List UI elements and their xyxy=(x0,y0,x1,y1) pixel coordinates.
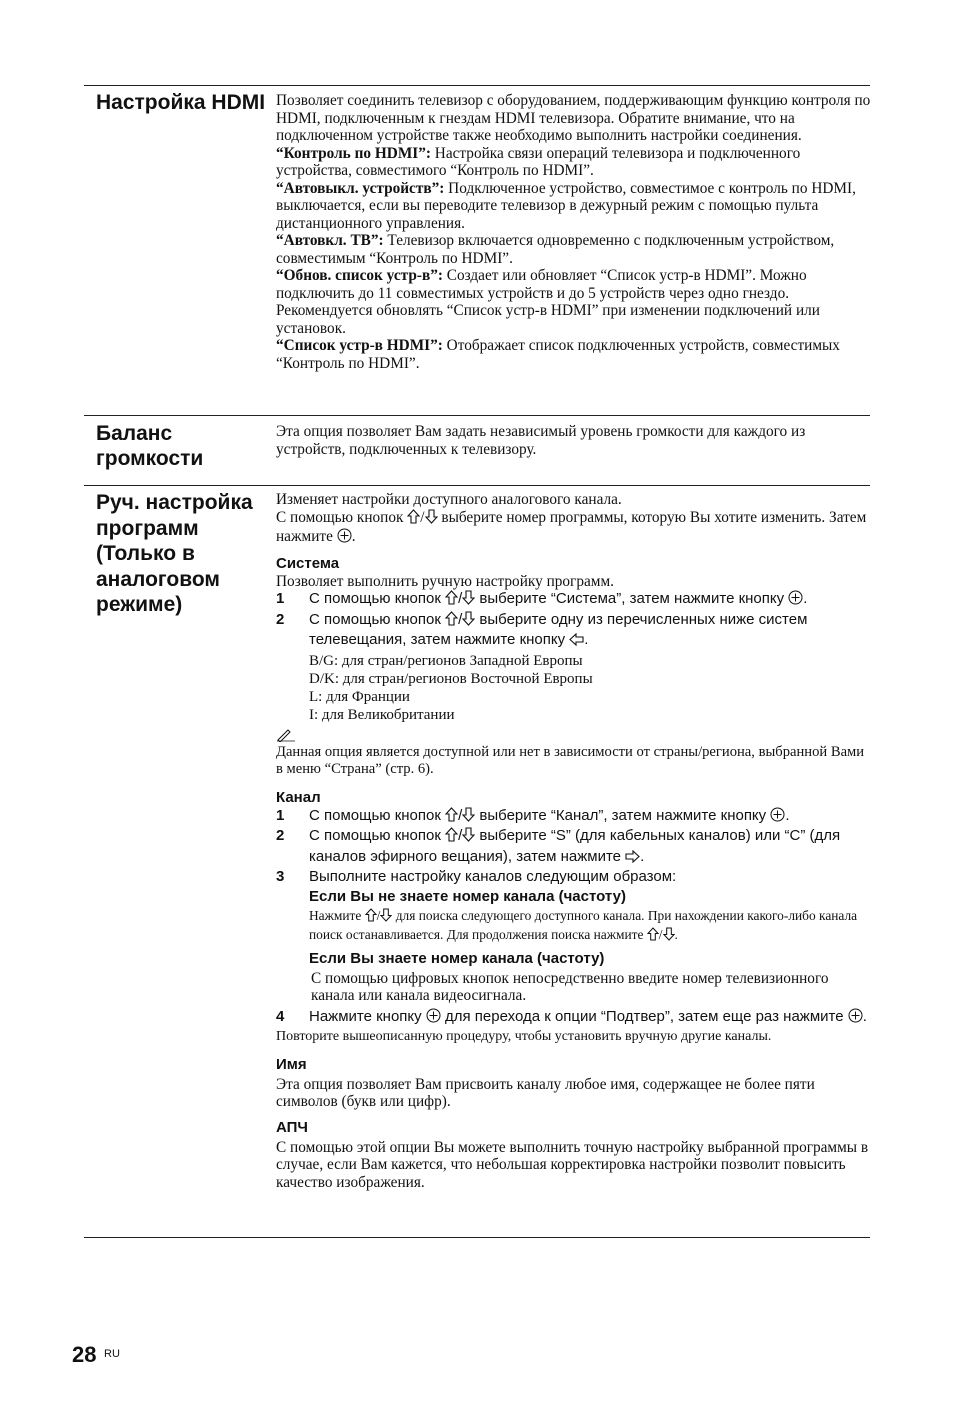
channel-step-2: 2 С помощью кнопок / выберите “S” (для кабельных каналов) или “C” (для каналов эфирного вещания), затем нажмите . xyxy=(276,827,872,868)
balance-text: Эта опция позволяет Вам задать независимый уровень громкости для каждого из устройств, подключенных к телевизору. xyxy=(276,423,806,458)
name-text: Эта опция позволяет Вам присвоить каналу любое имя, содержащее не более пяти символов (букв или цифр). xyxy=(276,1075,815,1110)
unknown-channel-subheading: Если Вы не знаете номер канала (частоту) xyxy=(309,887,626,905)
afc-text: С помощью этой опции Вы можете выполнить точную настройку выбранной программы в случае, если Вам кажется, что небольшая корректировка настройки позволит повысить качество изображения. xyxy=(276,1138,869,1191)
page-number: 28 xyxy=(72,1342,97,1367)
system-subheading: Система xyxy=(276,554,340,572)
manual-line2: С помощью кнопок / выберите номер программы, которую Вы хотите изменить. Затем нажмите . xyxy=(276,509,872,548)
hdmi-item: “Контроль по HDMI”: Настройка связи операций телевизора и подключенного устройства, совместимого “Контроль по HDMI”. xyxy=(276,144,801,179)
hdmi-item: “Список устр-в HDMI”: Отображает список подключенных устройств, совместимых “Контроль по HDMI”. xyxy=(276,337,840,372)
up-arrow-icon xyxy=(445,807,458,828)
channel-step-4: 4 Нажмите кнопку для перехода к опции “Подтвер”, затем еще раз нажмите . xyxy=(276,1008,872,1029)
hdmi-item: “Автовкл. ТВ”: Телевизор включается одновременно с подключенным устройством, совместимым “Контроль по HDMI”. xyxy=(276,232,835,267)
enter-button-icon xyxy=(788,590,803,611)
system-desc: Позволяет выполнить ручную настройку программ. xyxy=(276,572,614,590)
list-item: D/K: для стран/регионов Восточной Европы xyxy=(309,670,593,687)
page-language: RU xyxy=(104,1348,120,1360)
channel-subheading: Канал xyxy=(276,788,321,806)
up-arrow-icon xyxy=(445,827,458,848)
channel-step-3: 3 Выполните настройку каналов следующим образом: xyxy=(276,868,677,885)
enter-button-icon xyxy=(770,807,785,828)
system-step-1: 1 С помощью кнопок / выберите “Система”, затем нажмите кнопку . xyxy=(276,590,872,611)
enter-button-icon xyxy=(337,528,352,548)
list-item: B/G: для стран/регионов Западной Европы xyxy=(309,652,583,669)
known-channel-text: С помощью цифровых кнопок непосредственно введите номер телевизионного канала или канала видеосигнала. xyxy=(311,969,829,1004)
hdmi-item: “Обнов. список устр-в”: Создает или обновляет “Список устр-в HDMI”. Можно подключить до 11 совместимых устройств и до 5 устройств через одно гнездо. Рекомендуется обновлять “Список устр-в HDMI” при изменении подключений или установок. xyxy=(276,267,820,337)
down-arrow-icon xyxy=(462,590,475,611)
list-item: I: для Великобритании xyxy=(309,706,455,723)
down-arrow-icon xyxy=(462,807,475,828)
up-arrow-icon xyxy=(445,590,458,611)
balance-heading: Баланс громкости xyxy=(96,422,204,470)
manual-body xyxy=(276,491,872,1191)
channel-repeat-note: Повторите вышеописанную процедуру, чтобы установить вручную другие каналы. xyxy=(276,1029,772,1044)
left-arrow-icon xyxy=(569,633,584,652)
down-arrow-icon xyxy=(462,827,475,848)
up-arrow-icon xyxy=(365,908,377,927)
hdmi-intro: Позволяет соединить телевизор с оборудованием, поддерживающим функцию контроля по HDMI, подключенным к гнездам HDMI телевизора. Обратите внимание, что на подключенном устройстве также необходимо выполнить настройки соединения. xyxy=(276,92,871,144)
channel-step-3-details xyxy=(276,887,872,1005)
channel-step-1: 1 С помощью кнопок / выберите “Канал”, затем нажмите кнопку . xyxy=(276,807,872,828)
up-arrow-icon xyxy=(445,611,458,632)
list-item: L: для Франции xyxy=(309,688,410,705)
afc-subheading: АПЧ xyxy=(276,1118,308,1136)
hdmi-item: “Автовыкл. устройств”: Подключенное устройство, совместимое с контроль по HDMI, выключается, если вы переводите телевизор в дежурный режим с помощью пульта дистанционного управления. xyxy=(276,179,856,232)
system-options xyxy=(276,652,872,724)
system-step-2: 2 С помощью кнопок / выберите одну из перечисленных ниже систем телевещания, затем нажмите кнопку . xyxy=(276,611,872,652)
hdmi-heading: Настройка HDMI xyxy=(96,91,266,114)
name-subheading: Имя xyxy=(276,1055,307,1073)
down-arrow-icon xyxy=(380,908,392,927)
enter-button-icon xyxy=(426,1008,441,1029)
manual-heading: Руч. настройка программ (Только в аналоговом режиме) xyxy=(96,491,253,616)
system-note: Данная опция является доступной или нет в зависимости от страны/региона, выбранной Вами в меню “Страна” (стр. 6). xyxy=(276,743,865,777)
known-channel-subheading: Если Вы знаете номер канала (частоту) xyxy=(309,949,605,967)
enter-button-icon xyxy=(848,1008,863,1029)
divider xyxy=(84,415,870,416)
balance-body xyxy=(276,423,872,458)
hdmi-body xyxy=(276,92,872,372)
divider xyxy=(84,1237,870,1238)
manual-line1: Изменяет настройки доступного аналогового канала. xyxy=(276,491,622,508)
divider xyxy=(84,485,870,486)
note-pencil-icon xyxy=(276,728,872,744)
up-arrow-icon xyxy=(647,927,659,946)
unknown-channel-text: Нажмите / для поиска следующего доступного канала. При нахождении какого-либо канала поиск останавливается. Для продолжения поиска нажмите / . xyxy=(309,907,872,946)
up-arrow-icon xyxy=(407,509,420,529)
down-arrow-icon xyxy=(425,509,438,529)
down-arrow-icon xyxy=(663,927,675,946)
right-arrow-icon xyxy=(625,850,640,869)
down-arrow-icon xyxy=(462,611,475,632)
divider xyxy=(84,85,870,86)
